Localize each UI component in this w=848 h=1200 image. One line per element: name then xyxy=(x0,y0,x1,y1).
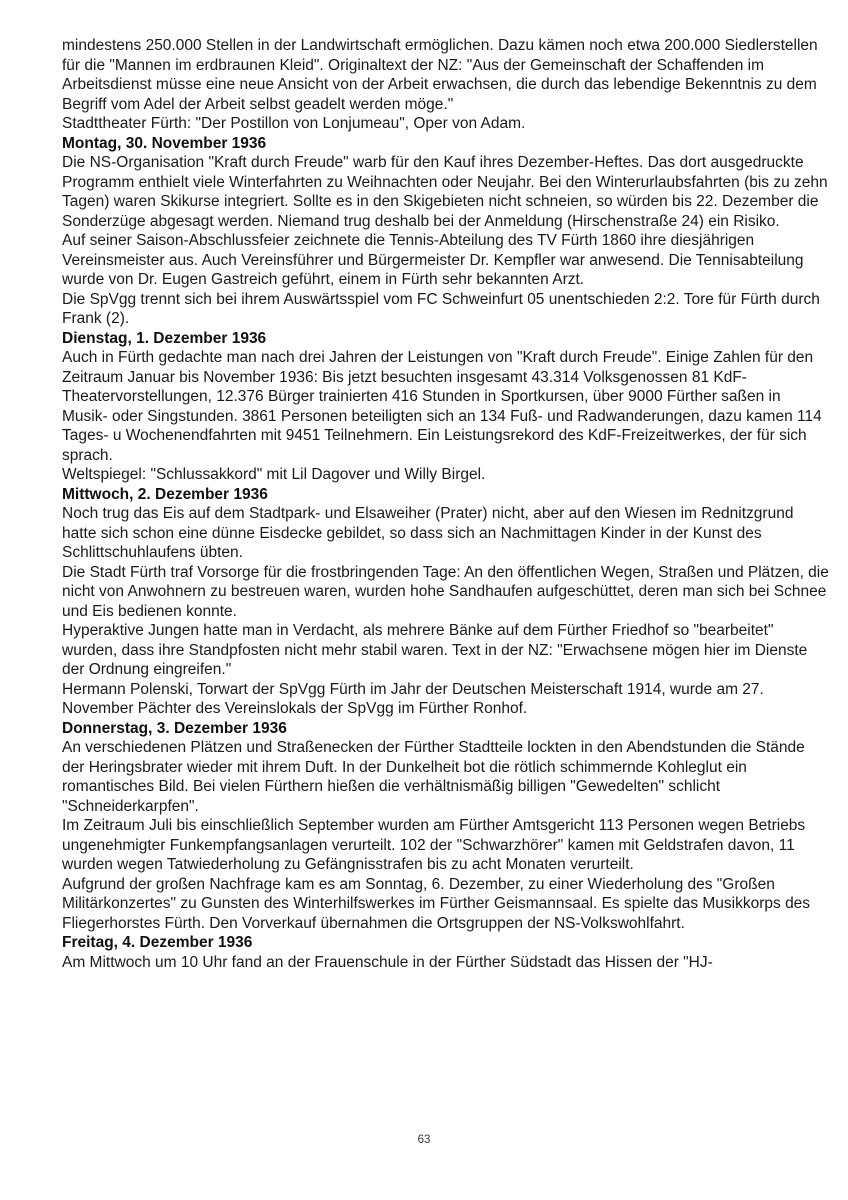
paragraph xyxy=(62,36,830,134)
paragraph-line: Im Zeitraum Juli bis einschließlich September wurden am Fürther Amtsgericht 113 Personen wegen Betriebs ungenehmigter Funkempfangsanlagen verurteilt. 102 der "Schwarzhörer" kamen mit Geldstrafen davon, 11 wurden wegen Tatwiederholung zu Gefängnisstrafen bis zu acht Monaten verurteilt. xyxy=(62,817,806,873)
paragraph-line: Stadttheater Fürth: "Der Postillon von Lonjumeau", Oper von Adam. xyxy=(62,115,526,132)
paragraph-line: Hyperaktive Jungen hatte man in Verdacht, als mehrere Bänke auf dem Fürther Friedhof so "bearbeitet" wurden, dass ihre Standpfosten nicht mehr stabil waren. Text in der NZ: "Erwachsene mögen hier im Dienste der Ordnung eingreifen." xyxy=(62,622,808,678)
paragraph-line: Die SpVgg trennt sich bei ihrem Auswärtsspiel vom FC Schweinfurt 05 unentschieden 2:2. Tore für Fürth durch Frank (2). xyxy=(62,290,820,327)
paragraph-line: Noch trug das Eis auf dem Stadtpark- und Elsaweiher (Prater) nicht, aber auf den Wiesen im Rednitzgrund hatte sich schon eine dünne Eisdecke gebildet, so dass sich an Nachmittagen Kinder in der Kunst des Schlittschuhlaufens übten. xyxy=(62,505,794,561)
paragraph-line: An verschiedenen Plätzen und Straßenecken der Fürther Stadtteile lockten in den Abendstunden die Stände der Heringsbrater wieder mit ihrem Duft. In der Dunkelheit bot die rötlich schimmernde Kohleglut ein romantisches Bild. Bei vielen Fürthern hießen die verhältnismäßig billigen "Gewedelten" schlicht "Schneiderkarpfen". xyxy=(62,739,805,815)
paragraph-line: Die Stadt Fürth traf Vorsorge für die frostbringenden Tage: An den öffentlichen Wegen, Straßen und Plätzen, die nicht von Anwohnern zu bestreuen waren, wurden hohe Sandhaufen aufgeschüttet, deren man sich bei Schnee und Eis bedienen konnte. xyxy=(62,563,829,620)
section-heading: Montag, 30. November 1936 xyxy=(62,134,267,152)
paragraph-line: Auch in Fürth gedachte man nach drei Jahren der Leistungen von "Kraft durch Freude". Einige Zahlen für den Zeitraum Januar bis November 1936: Bis jetzt besuchten insgesamt 43.314 Volksgenossen 81 KdF-Theatervorstellungen, 12.376 Bürger trainierten 416 Stunden in Sportkursen, über 9000 Fürther saßen in Musik- oder Singstunden. 3861 Personen beteiligten sich an 134 Fuß- und Radwanderungen, dazu kamen 114 Tages- u Wochenendfahrten mit 9451 Teilnehmern. Ein Leistungsrekord des KdF-Freizeitwerkes, der für sich sprach. xyxy=(62,349,822,464)
paragraph xyxy=(62,153,830,329)
section-heading: Dienstag, 1. Dezember 1936 xyxy=(62,329,267,347)
paragraph xyxy=(62,348,830,485)
paragraph-line: Auf seiner Saison-Abschlussfeier zeichnete die Tennis-Abteilung des TV Fürth 1860 ihre diesjährigen Vereinsmeister aus. Auch Vereinsführer und Bürgermeister Dr. Kempfler war anwesend. Die Tennisabteilung wurde von Dr. Eugen Gastreich geführt, einem in Fürth sehr bekannten Arzt. xyxy=(62,232,804,288)
paragraph-line: Aufgrund der großen Nachfrage kam es am Sonntag, 6. Dezember, zu einer Wiederholung des "Großen Militärkonzertes" zu Gunsten des Winterhilfswerkes im Fürther Geismannsaal. Es spielte das Musikkorps des Fliegerhorstes Fürth. Den Vorverkauf übernahmen die Ortsgruppen der NS-Volkswohlfahrt. xyxy=(62,875,811,932)
section-heading: Donnerstag, 3. Dezember 1936 xyxy=(62,719,287,737)
paragraph xyxy=(62,504,830,719)
page-number: 63 xyxy=(417,1134,431,1146)
paragraph-line: Am Mittwoch um 10 Uhr fand an der Frauenschule in der Fürther Südstadt das Hissen der "HJ- xyxy=(62,953,713,971)
document-content xyxy=(62,36,830,972)
paragraph xyxy=(62,738,830,933)
paragraph-line: Weltspiegel: "Schlussakkord" mit Lil Dagover und Willy Birgel. xyxy=(62,466,486,483)
paragraph-line: Hermann Polenski, Torwart der SpVgg Fürth im Jahr der Deutschen Meisterschaft 1914, wurde am 27. November Pächter des Vereinslokals der SpVgg im Fürther Ronhof. xyxy=(62,680,764,717)
paragraph-line: Die NS-Organisation "Kraft durch Freude" warb für den Kauf ihres Dezember-Heftes. Das dort ausgedruckte Programm enthielt viele Winterfahrten zu Weihnachten oder Neujahr. Bei den Winterurlaubsfahrten (bis zu zehn Tagen) waren Skikurse integriert. Sollte es in den Skigebieten nicht schneien, so würden bis 22. Dezember die Sonderzüge abgesagt werden. Niemand trug deshalb bei der Anmeldung (Hirschenstraße 24) ein Risiko. xyxy=(62,154,828,230)
paragraph xyxy=(62,953,830,973)
section-heading: Freitag, 4. Dezember 1936 xyxy=(62,934,253,951)
paragraph-line: mindestens 250.000 Stellen in der Landwirtschaft ermöglichen. Dazu kämen noch etwa 200.000 Siedlerstellen für die "Mannen im erdbraunen Kleid". Originaltext der NZ: "Aus der Gemeinschaft der Schaffenden im Arbeitsdienst müsse eine neue Ansicht von der Arbeit erwachsen, die durch das lebendige Bekenntnis zu dem Begriff vom Adel der Arbeit selbst geadelt werden möge." xyxy=(62,37,818,113)
section-heading: Mittwoch, 2. Dezember 1936 xyxy=(62,485,268,503)
